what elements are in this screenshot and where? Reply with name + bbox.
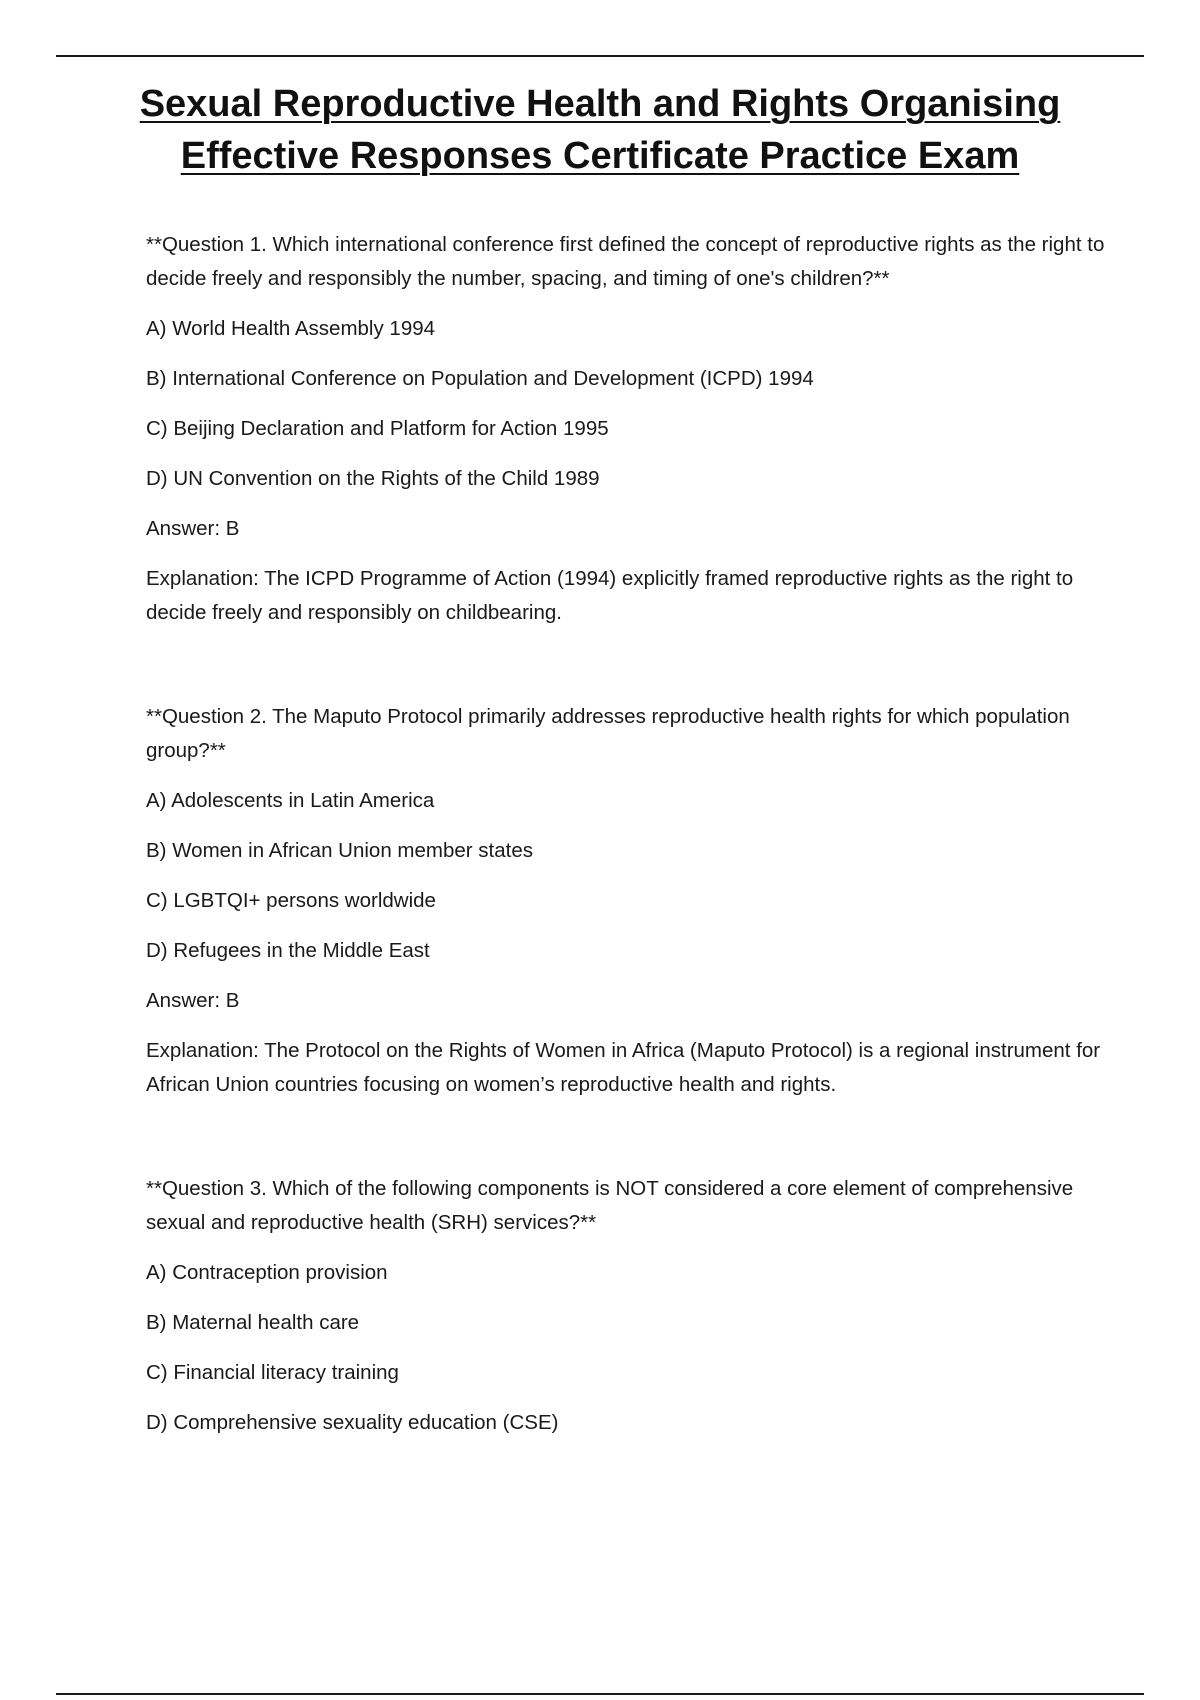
option-b: B) International Conference on Population and Development (ICPD) 1994 [146, 367, 814, 390]
document-title: Sexual Reproductive Health and Rights Organising Effective Responses Certificate Practice Exam [139, 83, 1061, 177]
option-d: D) Refugees in the Middle East [146, 939, 430, 962]
answer-line: Answer: B [146, 989, 240, 1012]
question-text: **Question 1. Which international conference first defined the concept of reproductive rights as the right to decide freely and responsibly the number, spacing, and timing of one's children?** [146, 233, 1105, 290]
question-block-1 [146, 228, 1106, 630]
option-d: D) UN Convention on the Rights of the Child 1989 [146, 467, 600, 490]
question-text: **Question 3. Which of the following components is NOT considered a core element of comprehensive sexual and reproductive health (SRH) services?** [146, 1177, 1074, 1234]
option-a: A) Adolescents in Latin America [146, 789, 435, 812]
option-b: B) Maternal health care [146, 1311, 360, 1334]
explanation-text: Explanation: The Protocol on the Rights of Women in Africa (Maputo Protocol) is a regional instrument for African Union countries focusing on women’s reproductive health and rights. [146, 1039, 1101, 1096]
question-text: **Question 2. The Maputo Protocol primarily addresses reproductive health rights for which population group?** [146, 705, 1070, 762]
option-a: A) Contraception provision [146, 1261, 388, 1284]
option-c: C) LGBTQI+ persons worldwide [146, 889, 436, 912]
questions-content [146, 228, 1106, 1456]
option-d: D) Comprehensive sexuality education (CSE) [146, 1411, 559, 1434]
bottom-rule [56, 1693, 1144, 1695]
option-c: C) Financial literacy training [146, 1361, 399, 1384]
question-block-2 [146, 700, 1106, 1102]
explanation-text: Explanation: The ICPD Programme of Action (1994) explicitly framed reproductive rights as the right to decide freely and responsibly on childbearing. [146, 567, 1074, 624]
answer-line: Answer: B [146, 517, 240, 540]
option-b: B) Women in African Union member states [146, 839, 533, 862]
option-c: C) Beijing Declaration and Platform for Action 1995 [146, 417, 609, 440]
option-a: A) World Health Assembly 1994 [146, 317, 436, 340]
question-block-3 [146, 1172, 1106, 1440]
top-rule [56, 55, 1144, 57]
